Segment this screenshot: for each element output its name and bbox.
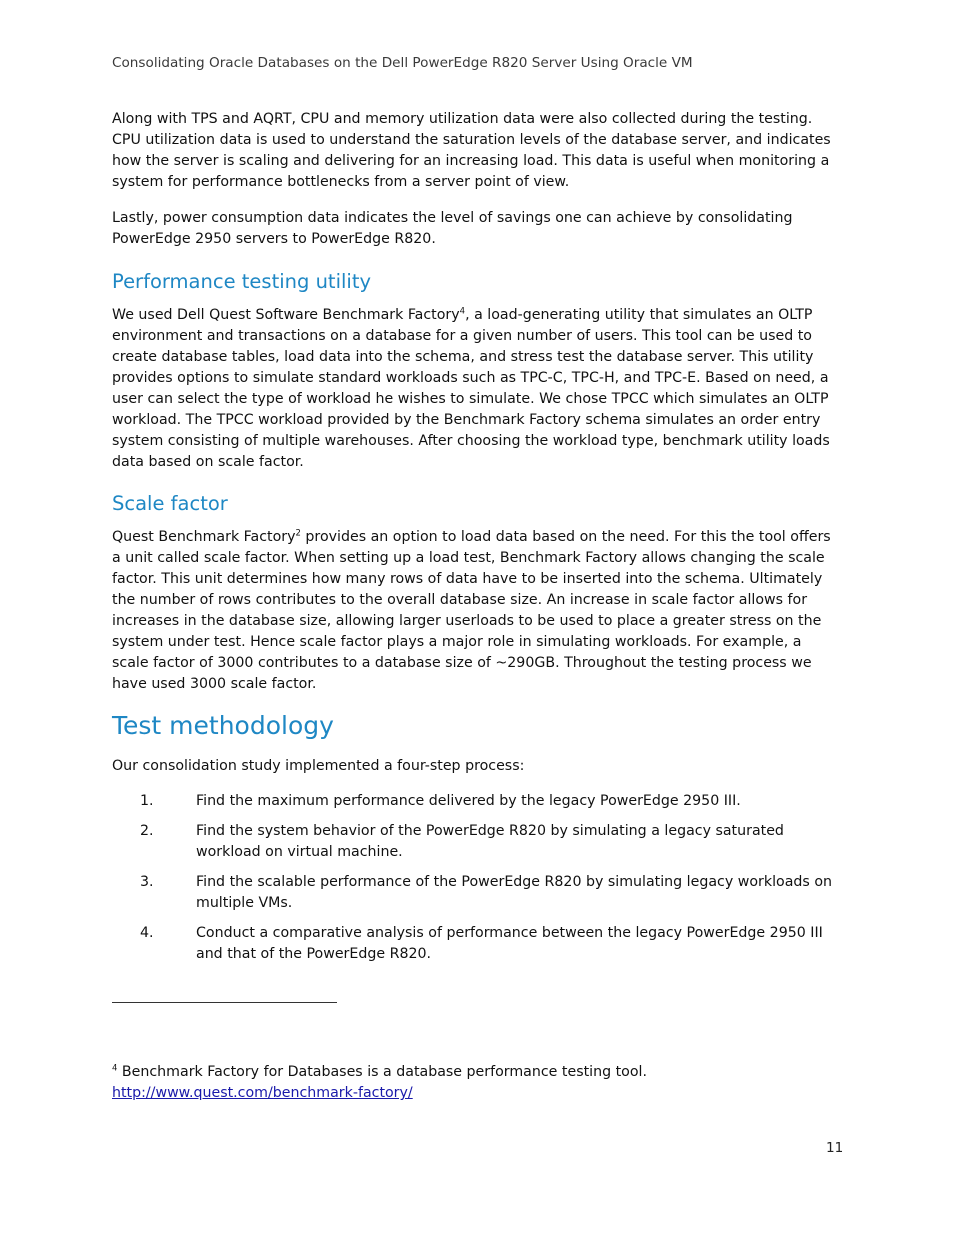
list-number: 3.: [140, 874, 154, 890]
paragraph-text: We used Dell Quest Software Benchmark Factory: [112, 307, 460, 323]
footnote-separator: [112, 1002, 337, 1003]
footnote-marker: 4: [112, 1063, 118, 1074]
paragraph-text: provides an option to load data based on the need. For this the tool offers a unit called scale factor. When setting up a load test, Benchmark Factory allows changing the scale factor. This unit determines how many rows of data have to be inserted into the schema. Ultimately the number of rows contributes to the overall database size. An increase in scale factor allows for increases in the database size, allowing larger userloads to be used to place a greater stress on the system under test. Hence scale factor plays a major role in simulating workloads. For example, a scale factor of 3000 contributes to a database size of ~290GB. Throughout the testing process we have used 3000 scale factor.: [112, 529, 831, 692]
footnote-reference[interactable]: 2: [295, 528, 301, 539]
footnote-link-line: [112, 1083, 842, 1104]
list-text: Find the scalable performance of the PowerEdge R820 by simulating legacy workloads on multiple VMs.: [196, 874, 832, 911]
section-heading-test-methodology: Test methodology: [112, 711, 334, 740]
list-number: 2.: [140, 823, 154, 839]
footnote-link[interactable]: http://www.quest.com/benchmark-factory/: [112, 1085, 413, 1101]
scale-factor-paragraph: [112, 527, 842, 695]
list-number: 4.: [140, 925, 154, 941]
list-number: 1.: [140, 793, 154, 809]
footnote-reference[interactable]: 4: [459, 306, 466, 317]
running-header: Consolidating Oracle Databases on the Dell PowerEdge R820 Server Using Oracle VM: [112, 55, 693, 71]
intro-paragraph-1: Along with TPS and AQRT, CPU and memory utilization data were also collected during the testing. CPU utilization data is used to understand the saturation levels of the database server, and indicates how the server is scaling and delivering for an increasing load. This data is useful when monitoring a system for performance bottlenecks from a server point of view.: [112, 111, 831, 190]
footnote: [112, 1062, 842, 1104]
intro-paragraph-2: Lastly, power consumption data indicates the level of savings one can achieve by consolidating PowerEdge 2950 servers to PowerEdge R820.: [112, 210, 793, 247]
paragraph-text: , a load-generating utility that simulates an OLTP environment and transactions on a database for a given number of users. This tool can be used to create database tables, load data into the schema, and stress test the database server. This utility provides options to simulate standard workloads such as TPC-C, TPC-H, and TPC-E. Based on need, a user can select the type of workload he wishes to simulate. We chose TPCC which simulates an OLTP workload. The TPCC workload provided by the Benchmark Factory schema simulates an order entry system consisting of multiple warehouses. After choosing the workload type, benchmark utility loads data based on scale factor.: [112, 307, 830, 470]
footnote-line: [112, 1062, 842, 1083]
page-number: 11: [826, 1140, 844, 1156]
paragraph-text: Quest Benchmark Factory: [112, 529, 296, 545]
methodology-intro: Our consolidation study implemented a four-step process:: [112, 758, 525, 774]
footnote-text: Benchmark Factory for Databases is a database performance testing tool.: [117, 1064, 647, 1080]
performance-utility-paragraph: [112, 305, 842, 473]
section-heading-scale-factor: Scale factor: [112, 492, 228, 515]
list-text: Conduct a comparative analysis of performance between the legacy PowerEdge 2950 III and that of the PowerEdge R820.: [196, 925, 823, 962]
list-text: Find the system behavior of the PowerEdge R820 by simulating a legacy saturated workload on virtual machine.: [196, 823, 784, 860]
list-text: Find the maximum performance delivered by the legacy PowerEdge 2950 III.: [196, 793, 741, 809]
section-heading-performance-utility: Performance testing utility: [112, 270, 372, 293]
